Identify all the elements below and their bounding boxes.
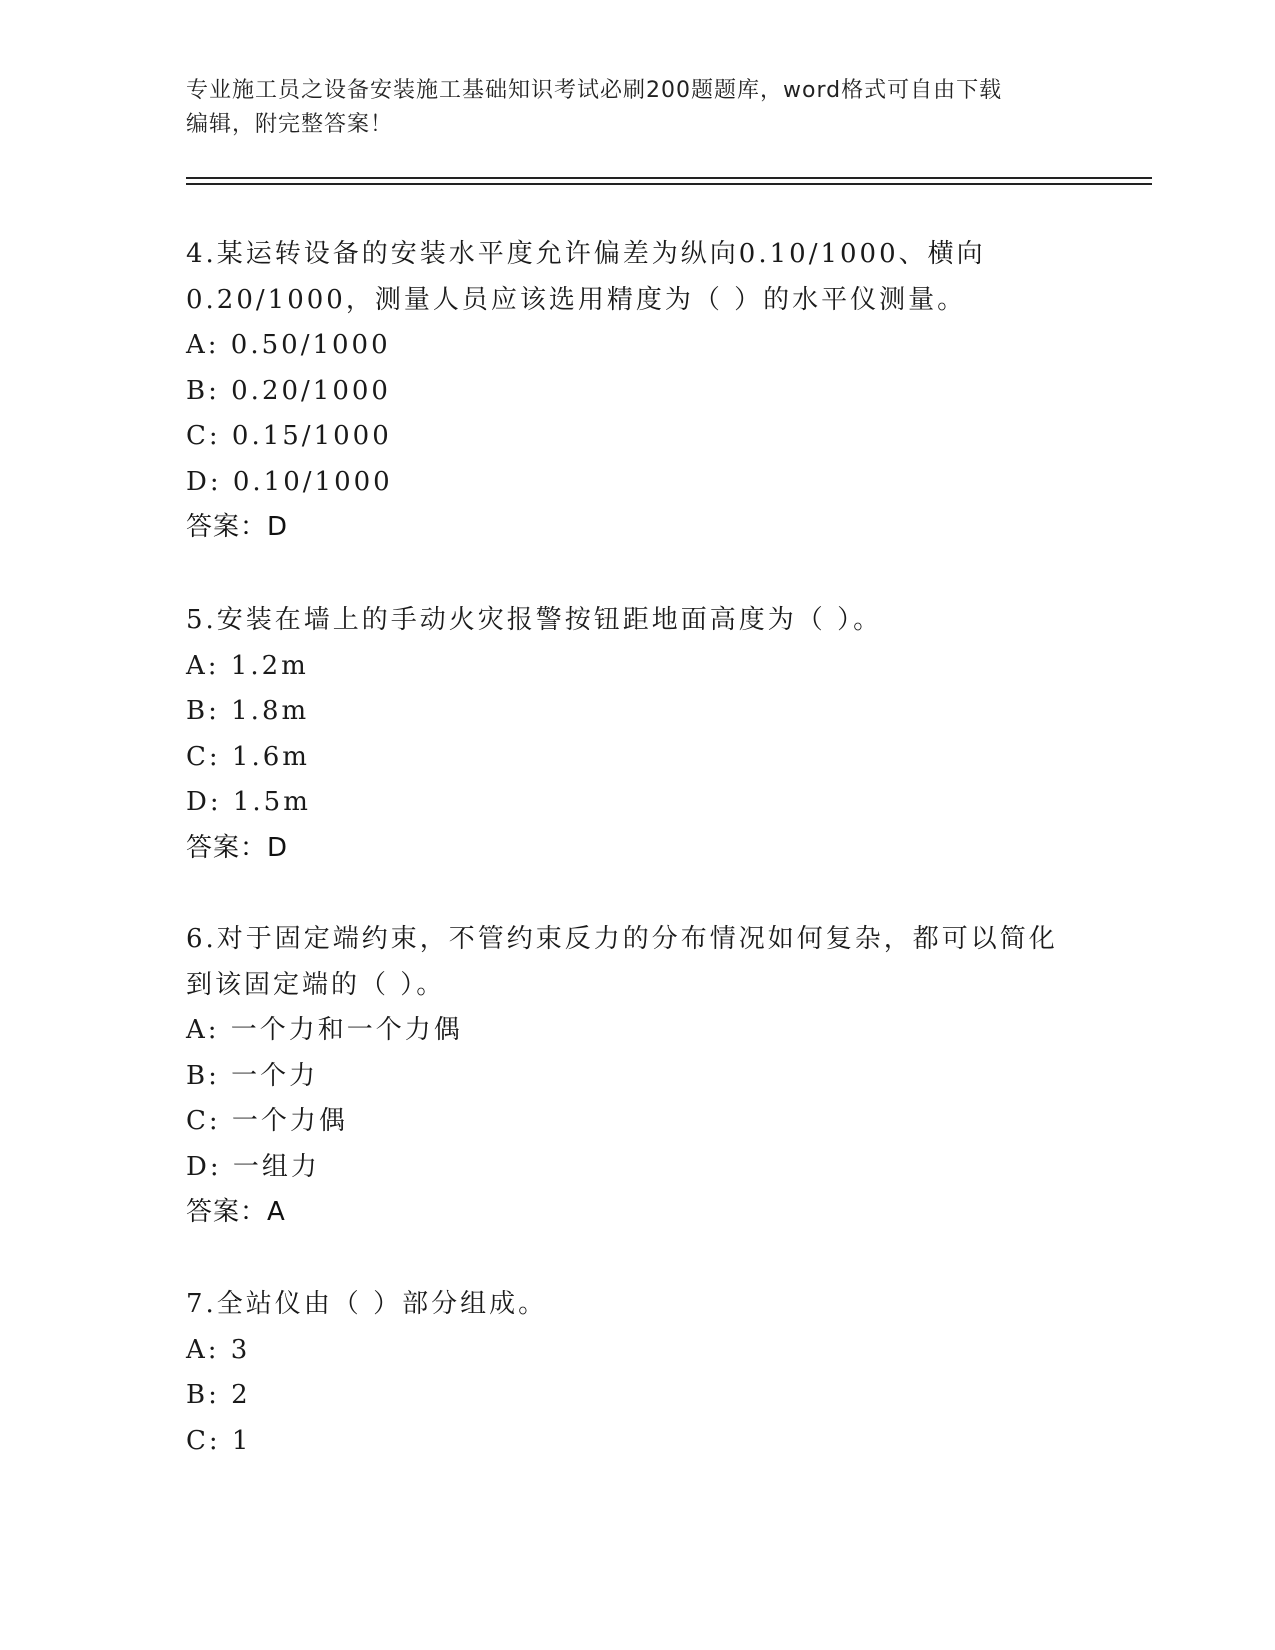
answer: 答案：D — [186, 512, 289, 542]
option-a: A: 0.50/1000 — [186, 330, 391, 360]
option-c: C: 0.15/1000 — [186, 421, 392, 451]
option-d: D: 0.10/1000 — [186, 466, 393, 497]
question-stem-line: 6.对于固定端约束，不管约束反力的分布情况如何复杂，都可以简化 — [186, 924, 1058, 954]
header-line-1: 专业施工员之设备安装施工基础知识考试必刷200题题库，word格式可自由下载 — [186, 78, 1003, 103]
question-stem-line: 4.某运转设备的安装水平度允许偏差为纵向0.10/1000、横向 — [186, 239, 986, 269]
option-d: D: 一组力 — [186, 1151, 320, 1182]
option-a: A: 一个力和一个力偶 — [186, 1015, 463, 1045]
option-b: B: 2 — [186, 1380, 251, 1410]
question-7 — [186, 1282, 1086, 1464]
header-line-2: 编辑，附完整答案！ — [186, 112, 394, 137]
document-header — [186, 74, 1086, 142]
option-c: C: 一个力偶 — [186, 1106, 348, 1136]
option-b: B: 0.20/1000 — [186, 375, 391, 406]
option-a: A: 1.2m — [186, 650, 309, 681]
option-d: D: 1.5m — [186, 787, 311, 817]
question-stem-line: 7.全站仪由（ ）部分组成。 — [186, 1289, 548, 1319]
option-b: B: 一个力 — [186, 1060, 319, 1091]
question-6 — [186, 917, 1086, 1236]
answer: 答案：D — [186, 832, 289, 863]
option-b: B: 1.8m — [186, 696, 310, 726]
question-stem-line: 0.20/1000，测量人员应该选用精度为（ ）的水平仪测量。 — [186, 284, 967, 315]
option-c: C: 1.6m — [186, 741, 310, 772]
question-stem-line: 5.安装在墙上的手动火灾报警按钮距地面高度为（ ）。 — [186, 605, 883, 635]
header-rule-bottom — [186, 183, 1152, 185]
question-4 — [186, 232, 1086, 551]
question-stem-line: 到该固定端的（ ）。 — [186, 969, 446, 1000]
header-rule-top — [186, 177, 1152, 179]
question-5 — [186, 598, 1086, 871]
option-c: C: 1 — [186, 1425, 252, 1456]
answer: 答案：A — [186, 1197, 286, 1227]
option-a: A: 3 — [186, 1334, 251, 1365]
